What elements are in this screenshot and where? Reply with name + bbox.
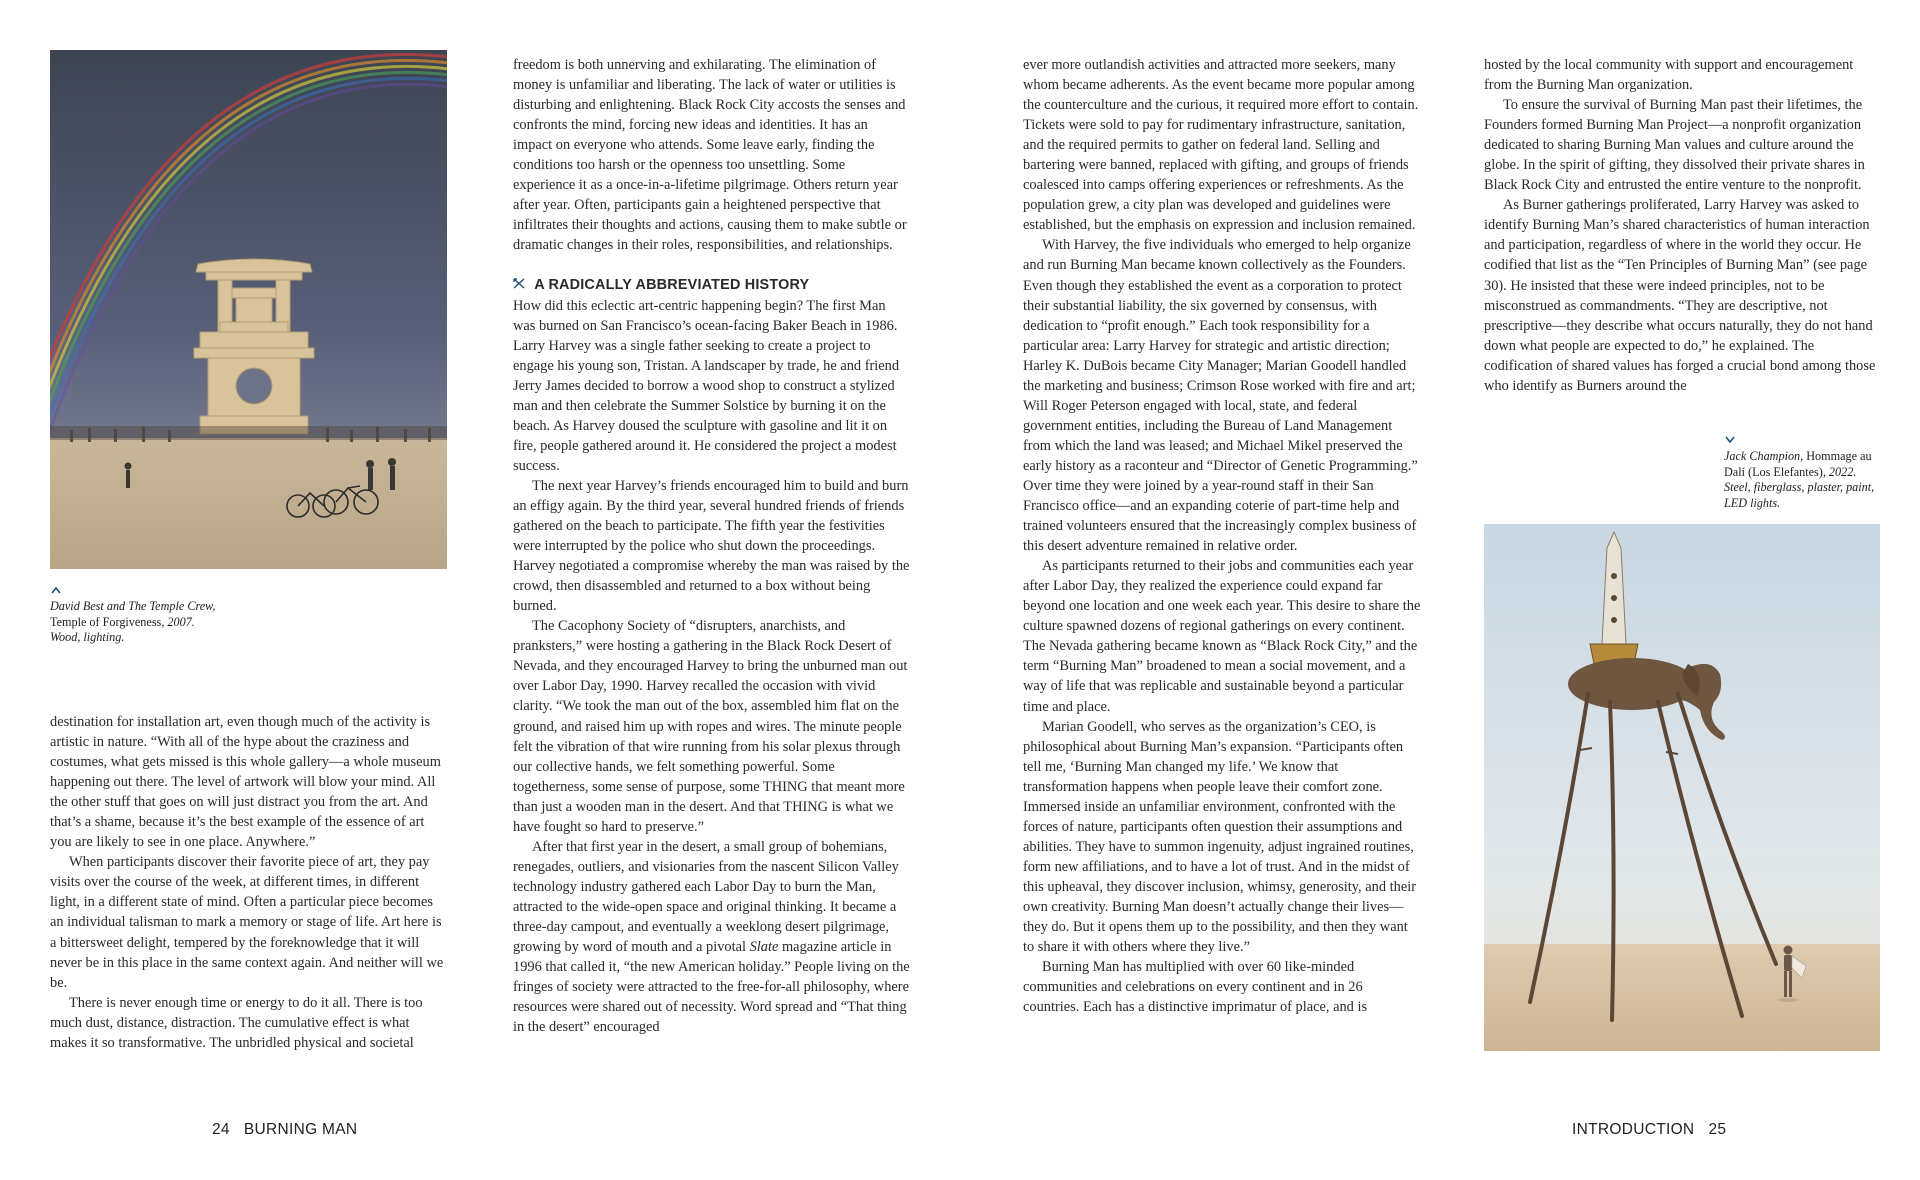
page-number: 24 [212,1121,230,1138]
caption-year: , 2022. [1822,464,1857,479]
body-paragraph: There is never enough time or energy to do it all. There is too much dust, distance, distraction. The cumulative effect is what makes it so transformative. The unbridled physical and societal [50,994,423,1051]
caption-title: Hommage au Dalí (Los Elefantes) [1724,449,1872,479]
page-number: 25 [1708,1121,1727,1138]
body-paragraph: The Cacophony Society of “disrupters, anarchists, and pranksters,” were hosting a gathering in the Black Rock Desert of Nevada, and they encouraged Harvey to bring the unburned man out over Labor Day, 1990. Harvey recalled the occasion with vivid clarity. “We took the man out of the box, assembled him flat on the ground, and raised him up with ropes and wires. The minute people felt the vibration of that wire running from his solar plexus through our collective hands, we felt something powerful. Some togetherness, some sense of purpose, some THING that meant more than just a wooden man in the desert. And that THING is what we have fought so hard to preserve.” [513,618,908,835]
body-paragraph: As participants returned to their jobs and communities each year after Labor Day, they realized the experience could expand far beyond one location and one week each year. This desire to share the culture spawned dozens of regional gatherings on every continent. The Nevada gathering became known as “Black Rock City,” and the term “Burning Man” broadened to mean a social movement, and a way of life that was replicable and sustainable beyond a particular time and place. [1023,558,1421,715]
caption-materials: Steel, fiberglass, plaster, paint, LED lights. [1724,480,1875,510]
crossed-arrows-icon [513,277,529,293]
temple-photo-caption [50,582,260,646]
body-paragraph: After that first year in the desert, a small group of bohemians, renegades, outliers, and visionaries from the nascent Silicon Valley technology industry gathered each Labor Day to burn the Man, attracted to the wide-open space and original thinking. It became a three-day campout, and eventually a weeklong desert pilgrimage, growing by word of mouth and a pivotal Slate magazine article in 1996 that called it, “the new American holiday.” People living on the fringes of society were attracted to the free-for-all philosophy, where resources were shared out of necessity. Word spread and “That thing in the desert” encouraged [513,838,910,1036]
left-page-column-2 [513,55,910,1037]
elephant-photo-caption [1724,432,1880,511]
section-heading [513,275,910,295]
body-paragraph: How did this eclectic art-centric happening begin? The first Man was burned on San Francisco’s ocean-facing Baker Beach in 1986. Larry Harvey was a single father seeking to create a project to engage his young son, Tristan. A landscaper by trade, he and friend Jerry James decided to borrow a wood shop to construct a stylized man and then celebrate the Summer Solstice by burning it on the beach. As Harvey doused the sculpture with gasoline and lit it on fire, people gathered around it. He considered the project a modest success. [513,297,900,474]
running-head: INTRODUCTION [1572,1121,1695,1138]
left-folio [198,1121,357,1139]
body-paragraph: With Harvey, the five individuals who emerged to help organize and run Burning Man became known collectively as the Founders. Even though they established the event as a corporation to protect their substantial liability, the six governed by consensus, with dedication to “profit enough.” Each took responsibility for a particular area: Larry Harvey for strategic and artistic direction; Harley K. DuBois became City Manager; Marian Goodell handled the marketing and business; Crimson Rose worked with fire and art; Will Roger Peterson engaged with local, state, and federal government entities, including the Bureau of Land Management from which the land was leased; and Michael Mikel preserved the early history as a raconteur and “Director of Genetic Programming.” Over time they were joined by a year-round staff in their San Francisco office—and an expanding coterie of part-time help and trained volunteers ensured that the increasingly complex business of this desert adventure remained in relative order. [1023,237,1418,555]
caption-artist: Jack Champion, [1724,449,1804,463]
right-page-column-2 [1484,55,1880,396]
body-paragraph: To ensure the survival of Burning Man past their lifetimes, the Founders formed Burning Man Project—a nonprofit organization dedicated to sharing Burning Man values and culture around the globe. In the spirit of gifting, they dissolved their private shares in Black Rock City and entrusted the entire venture to the nonprofit. [1484,97,1865,194]
left-page-column-1 [50,712,447,1053]
body-paragraph: Marian Goodell, who serves as the organization’s CEO, is philosophical about Burning Man’s expansion. “Participants often tell me, ‘Burning Man changed my life.’ We know that transformation happens when people leave their comfort zone. Immersed inside an unfamiliar environment, confronted with the forces of nature, participants often question their assumptions and abilities. They have to summon ingenuity, adjust ingrained routines, form new affiliations, and to have a lot of trust. And in the midst of this upheaval, they discover inclusion, whimsy, generosity, and their own creativity. Burning Man doesn’t actually change their lives—they do. But it opens them up to the possibility, and then they want to share it with others where they live.” [1023,718,1416,956]
hommage-au-dali-photo [1484,524,1880,1051]
body-paragraph: Burning Man has multiplied with over 60 like-minded communities and celebrations on every continent and in 26 countries. Each has a distinctive imprimatur of place, and is [1023,959,1368,1016]
running-head: BURNING MAN [243,1121,358,1138]
body-paragraph: hosted by the local community with support and encouragement from the Burning Man organization. [1484,57,1854,94]
caret-up-icon [50,582,62,598]
caption-materials: Wood, lighting. [50,630,125,645]
temple-of-forgiveness-photo [50,50,447,569]
caption-artist: David Best and The Temple Crew, [50,599,216,613]
body-paragraph: freedom is both unnerving and exhilarating. The elimination of money is unfamiliar and liberating. The lack of water or utilities is disturbing and enlightening. Black Rock City accosts the senses and confronts the mind, forcing new ideas and identities. It has an impact on everyone who attends. Some leave early, finding the conditions too harsh or the openness too unsettling. Some experience it as a once-in-a-lifetime pilgrimage. Others return year after year. Often, participants gain a heightened perspective that infiltrates their thoughts and actions, causing them to make subtle or dramatic changes in their roles, responsibilities, and relationships. [513,57,907,254]
body-paragraph: ever more outlandish activities and attracted more seekers, many whom became adherents. As the event became more popular among the counterculture and the curious, it required more effort to contain. Tickets were sold to pay for rudimentary infrastructure, sanitation, and the required permits to gather on federal land. Selling and bartering were banned, replaced with gifting, and groups of friends coalesced into camps offering experiences or refreshments. As the population grew, a city plan was developed and guidelines were established, but the emphasis on expression and inclusion remained. [1023,57,1419,234]
body-paragraph: As Burner gatherings proliferated, Larry Harvey was asked to identify Burning Man’s shared characteristics of human interaction and participation, regardless of where in the world they occur. He codified that list as the “Ten Principles of Burning Man” (see page 30). He insisted that these were indeed principles, not to be misconstrued as commandments. “They are descriptive, not prescriptive—they describe what occurs naturally, they do not hand down what people are expected to do,” he explained. The codification of shared values has forged a crucial bond among those who identify as Burners around the [1484,197,1876,394]
caption-title: Temple of Forgiveness [50,614,162,629]
section-heading-text: A RADICALLY ABBREVIATED HISTORY [534,277,810,294]
right-folio [1572,1121,1740,1139]
body-paragraph: destination for installation art, even though much of the activity is artistic in nature. “With all of the hype about the craziness and costumes, what gets missed is this whole gallery—a whole museum happening out there. The level of artwork will blow your mind. All the other stuff that goes on will just distract you from the art. And that’s a shame, because it’s the best example of the essence of art you are likely to see in one place. Anywhere.” [50,714,441,851]
body-paragraph: The next year Harvey’s friends encouraged him to build and burn an effigy again. By the third year, several hundred friends of friends gathered on the beach to participate. The fifth year the festivities were interrupted by the police who shut down the proceedings. Harvey negotiated a compromise whereby the man was raised by the crowd, then disassembled and returned to a box without being burned. [513,477,910,615]
caret-down-icon [1724,432,1736,448]
body-paragraph: When participants discover their favorite piece of art, they pay visits over the course of the week, at different times, in different light, in a different state of mind. Often a particular piece becomes an individual talisman to mark a memory or stage of life. Art here is a bittersweet delight, tempered by the foreknowledge that it will never be in this place in the same context again. And neither will we be. [50,854,444,991]
caption-year: , 2007. [161,614,195,629]
right-page-column-1 [1023,55,1422,1017]
